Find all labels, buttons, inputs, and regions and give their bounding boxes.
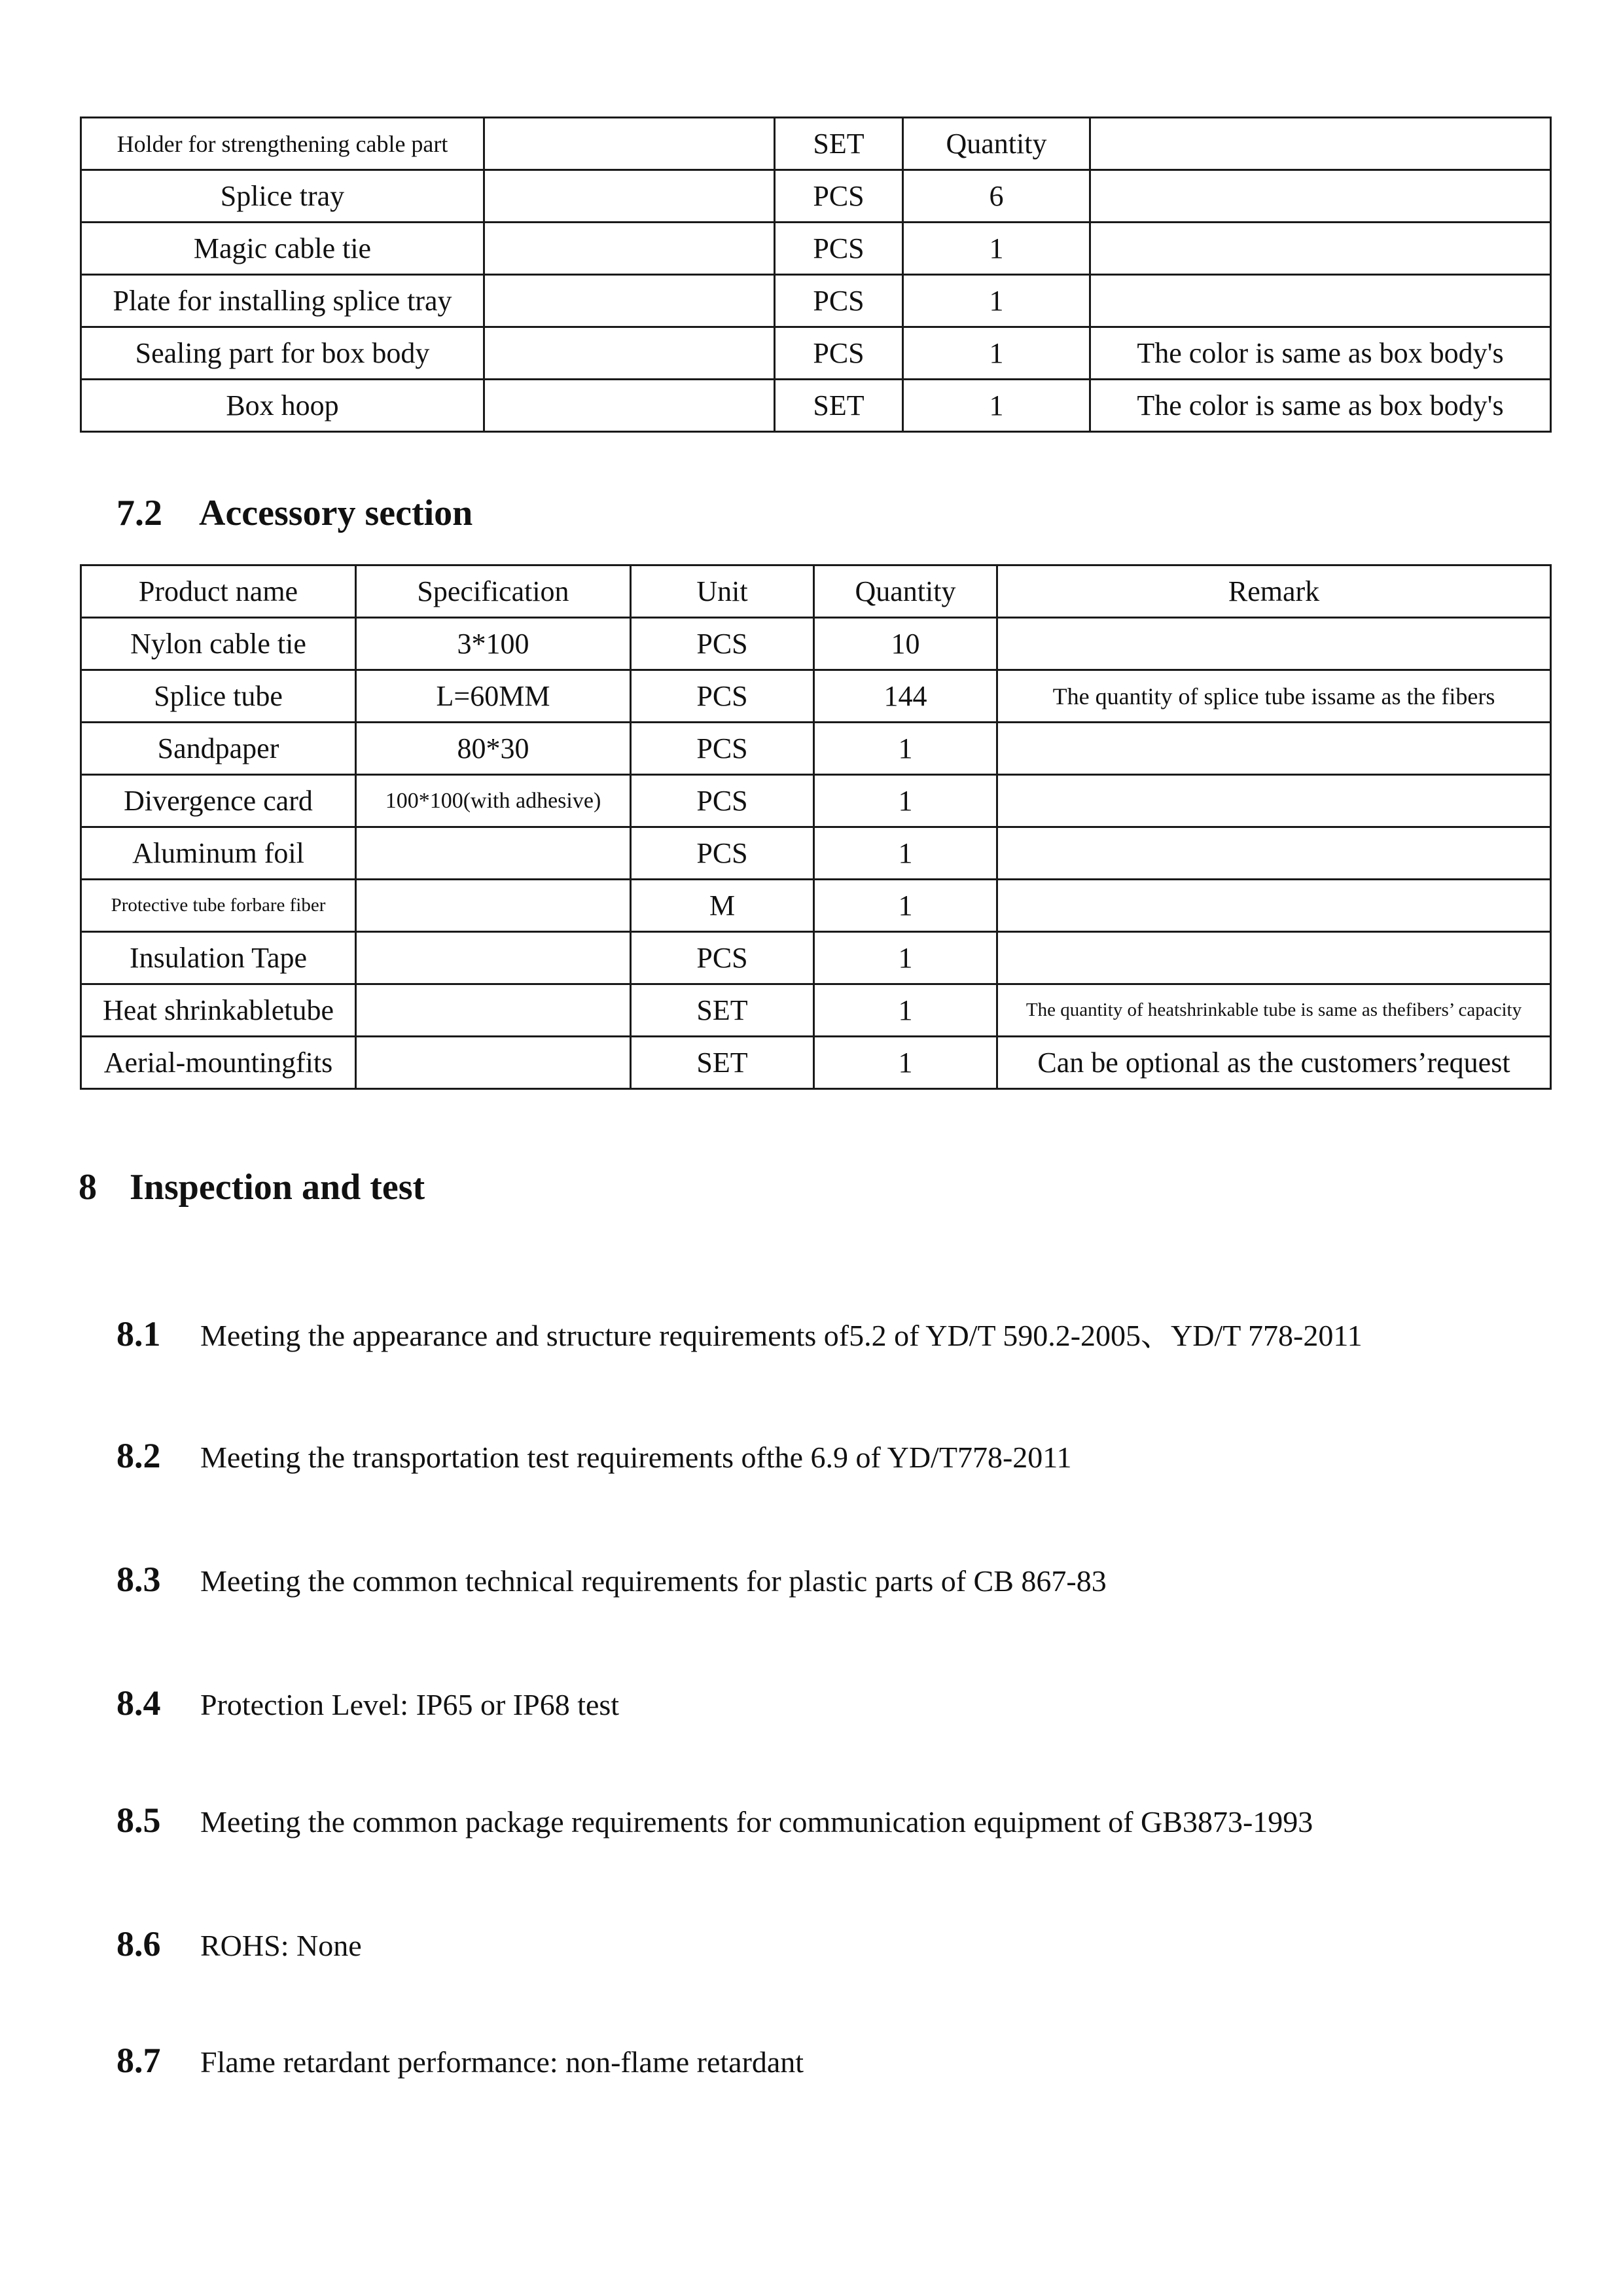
quantity-cell: 1 bbox=[814, 984, 997, 1037]
spec-cell bbox=[356, 932, 631, 984]
item-number: 8.2 bbox=[116, 1436, 161, 1475]
unit-cell: PCS bbox=[631, 932, 814, 984]
table-header-row bbox=[81, 565, 1551, 618]
inspection-item-8-4 bbox=[116, 1683, 619, 1723]
remark-cell bbox=[997, 827, 1551, 880]
spec-cell bbox=[356, 984, 631, 1037]
table-row bbox=[81, 118, 1551, 170]
spec-cell bbox=[356, 880, 631, 932]
remark-cell: Can be optional as the customers’request bbox=[997, 1037, 1551, 1089]
product-name-cell: Divergence card bbox=[81, 775, 356, 827]
table-row bbox=[81, 670, 1551, 723]
remark-cell bbox=[997, 723, 1551, 775]
product-name-cell: Insulation Tape bbox=[81, 932, 356, 984]
unit-cell: PCS bbox=[775, 275, 903, 327]
header-remark: Remark bbox=[997, 565, 1551, 618]
product-name-cell: Holder for strengthening cable part bbox=[81, 118, 484, 170]
product-name-cell: Sandpaper bbox=[81, 723, 356, 775]
remark-cell bbox=[997, 932, 1551, 984]
remark-cell bbox=[997, 880, 1551, 932]
product-name-cell: Protective tube forbare fiber bbox=[81, 880, 356, 932]
item-number: 8.5 bbox=[116, 1801, 161, 1840]
table-row bbox=[81, 380, 1551, 432]
product-name-cell: Box hoop bbox=[81, 380, 484, 432]
section-title: Accessory section bbox=[199, 493, 473, 533]
header-unit: Unit bbox=[631, 565, 814, 618]
item-text: Meeting the transportation test requirements ofthe 6.9 of YD/T778-2011 bbox=[200, 1441, 1072, 1474]
inspection-item-8-5 bbox=[116, 1800, 1313, 1840]
quantity-cell: 1 bbox=[903, 275, 1090, 327]
spec-cell: L=60MM bbox=[356, 670, 631, 723]
section-title: Inspection and test bbox=[130, 1167, 425, 1208]
item-text: ROHS: None bbox=[200, 1929, 362, 1962]
item-number: 8.1 bbox=[116, 1314, 161, 1354]
remark-cell bbox=[997, 618, 1551, 670]
spec-cell: 100*100(with adhesive) bbox=[356, 775, 631, 827]
table-row bbox=[81, 775, 1551, 827]
remark-cell bbox=[1090, 118, 1551, 170]
item-text: Flame retardant performance: non-flame retardant bbox=[200, 2045, 804, 2079]
product-name-cell: Splice tray bbox=[81, 170, 484, 223]
header-specification: Specification bbox=[356, 565, 631, 618]
spec-cell bbox=[356, 827, 631, 880]
item-text: Meeting the appearance and structure requirements of5.2 of YD/T 590.2-2005、YD/T 778-2011 bbox=[200, 1319, 1363, 1352]
inspection-item-8-3 bbox=[116, 1559, 1107, 1600]
remark-cell: The color is same as box body's bbox=[1090, 380, 1551, 432]
spec-cell bbox=[484, 327, 775, 380]
unit-cell: M bbox=[631, 880, 814, 932]
product-name-cell: Nylon cable tie bbox=[81, 618, 356, 670]
parts-table bbox=[80, 117, 1552, 433]
product-name-cell: Heat shrinkabletube bbox=[81, 984, 356, 1037]
quantity-cell: 1 bbox=[814, 775, 997, 827]
quantity-cell: 1 bbox=[814, 1037, 997, 1089]
unit-cell: SET bbox=[775, 380, 903, 432]
unit-cell: PCS bbox=[631, 827, 814, 880]
spec-cell bbox=[484, 170, 775, 223]
quantity-cell: Quantity bbox=[903, 118, 1090, 170]
spec-cell: 3*100 bbox=[356, 618, 631, 670]
remark-cell bbox=[997, 775, 1551, 827]
quantity-cell: 144 bbox=[814, 670, 997, 723]
table-row bbox=[81, 984, 1551, 1037]
unit-cell: PCS bbox=[631, 670, 814, 723]
table-row bbox=[81, 827, 1551, 880]
section-number: 7.2 bbox=[116, 493, 162, 533]
product-name-cell: Plate for installing splice tray bbox=[81, 275, 484, 327]
item-number: 8.6 bbox=[116, 1924, 161, 1964]
spec-cell bbox=[484, 275, 775, 327]
quantity-cell: 1 bbox=[814, 827, 997, 880]
spec-cell bbox=[484, 223, 775, 275]
item-text: Protection Level: IP65 or IP68 test bbox=[200, 1688, 620, 1721]
section-heading-8 bbox=[79, 1166, 425, 1208]
table-row bbox=[81, 618, 1551, 670]
quantity-cell: 1 bbox=[814, 880, 997, 932]
remark-cell bbox=[1090, 223, 1551, 275]
quantity-cell: 1 bbox=[903, 223, 1090, 275]
quantity-cell: 1 bbox=[814, 932, 997, 984]
unit-cell: SET bbox=[631, 984, 814, 1037]
table-row bbox=[81, 275, 1551, 327]
unit-cell: SET bbox=[775, 118, 903, 170]
product-name-cell: Magic cable tie bbox=[81, 223, 484, 275]
quantity-cell: 1 bbox=[903, 380, 1090, 432]
inspection-item-8-7 bbox=[116, 2040, 804, 2081]
table-row bbox=[81, 723, 1551, 775]
item-text: Meeting the common technical requirements for plastic parts of CB 867-83 bbox=[200, 1564, 1107, 1598]
unit-cell: PCS bbox=[775, 223, 903, 275]
table-row bbox=[81, 1037, 1551, 1089]
inspection-item-8-1 bbox=[116, 1312, 1363, 1355]
product-name-cell: Aerial-mountingfits bbox=[81, 1037, 356, 1089]
header-product-name: Product name bbox=[81, 565, 356, 618]
unit-cell: PCS bbox=[775, 170, 903, 223]
item-number: 8.3 bbox=[116, 1560, 161, 1599]
inspection-item-8-6 bbox=[116, 1924, 362, 1964]
unit-cell: PCS bbox=[775, 327, 903, 380]
remark-cell bbox=[1090, 275, 1551, 327]
accessory-table bbox=[80, 564, 1552, 1090]
table-row bbox=[81, 223, 1551, 275]
item-number: 8.7 bbox=[116, 2041, 161, 2080]
inspection-item-8-2 bbox=[116, 1435, 1072, 1476]
spec-cell bbox=[356, 1037, 631, 1089]
remark-cell: The quantity of heatshrinkable tube is same as thefibers’ capacity bbox=[997, 984, 1551, 1037]
remark-cell bbox=[1090, 170, 1551, 223]
remark-cell: The color is same as box body's bbox=[1090, 327, 1551, 380]
spec-cell bbox=[484, 380, 775, 432]
spec-cell bbox=[484, 118, 775, 170]
unit-cell: PCS bbox=[631, 723, 814, 775]
item-text: Meeting the common package requirements for communication equipment of GB3873-1993 bbox=[200, 1805, 1313, 1839]
product-name-cell: Aluminum foil bbox=[81, 827, 356, 880]
product-name-cell: Splice tube bbox=[81, 670, 356, 723]
table-row bbox=[81, 170, 1551, 223]
remark-cell: The quantity of splice tube issame as the fibers bbox=[997, 670, 1551, 723]
section-number: 8 bbox=[79, 1167, 97, 1208]
spec-cell: 80*30 bbox=[356, 723, 631, 775]
quantity-cell: 6 bbox=[903, 170, 1090, 223]
table-row bbox=[81, 932, 1551, 984]
section-heading-7-2 bbox=[116, 492, 473, 534]
unit-cell: SET bbox=[631, 1037, 814, 1089]
quantity-cell: 1 bbox=[903, 327, 1090, 380]
quantity-cell: 10 bbox=[814, 618, 997, 670]
header-quantity: Quantity bbox=[814, 565, 997, 618]
unit-cell: PCS bbox=[631, 618, 814, 670]
table-row bbox=[81, 880, 1551, 932]
unit-cell: PCS bbox=[631, 775, 814, 827]
product-name-cell: Sealing part for box body bbox=[81, 327, 484, 380]
table-row bbox=[81, 327, 1551, 380]
quantity-cell: 1 bbox=[814, 723, 997, 775]
item-number: 8.4 bbox=[116, 1683, 161, 1723]
